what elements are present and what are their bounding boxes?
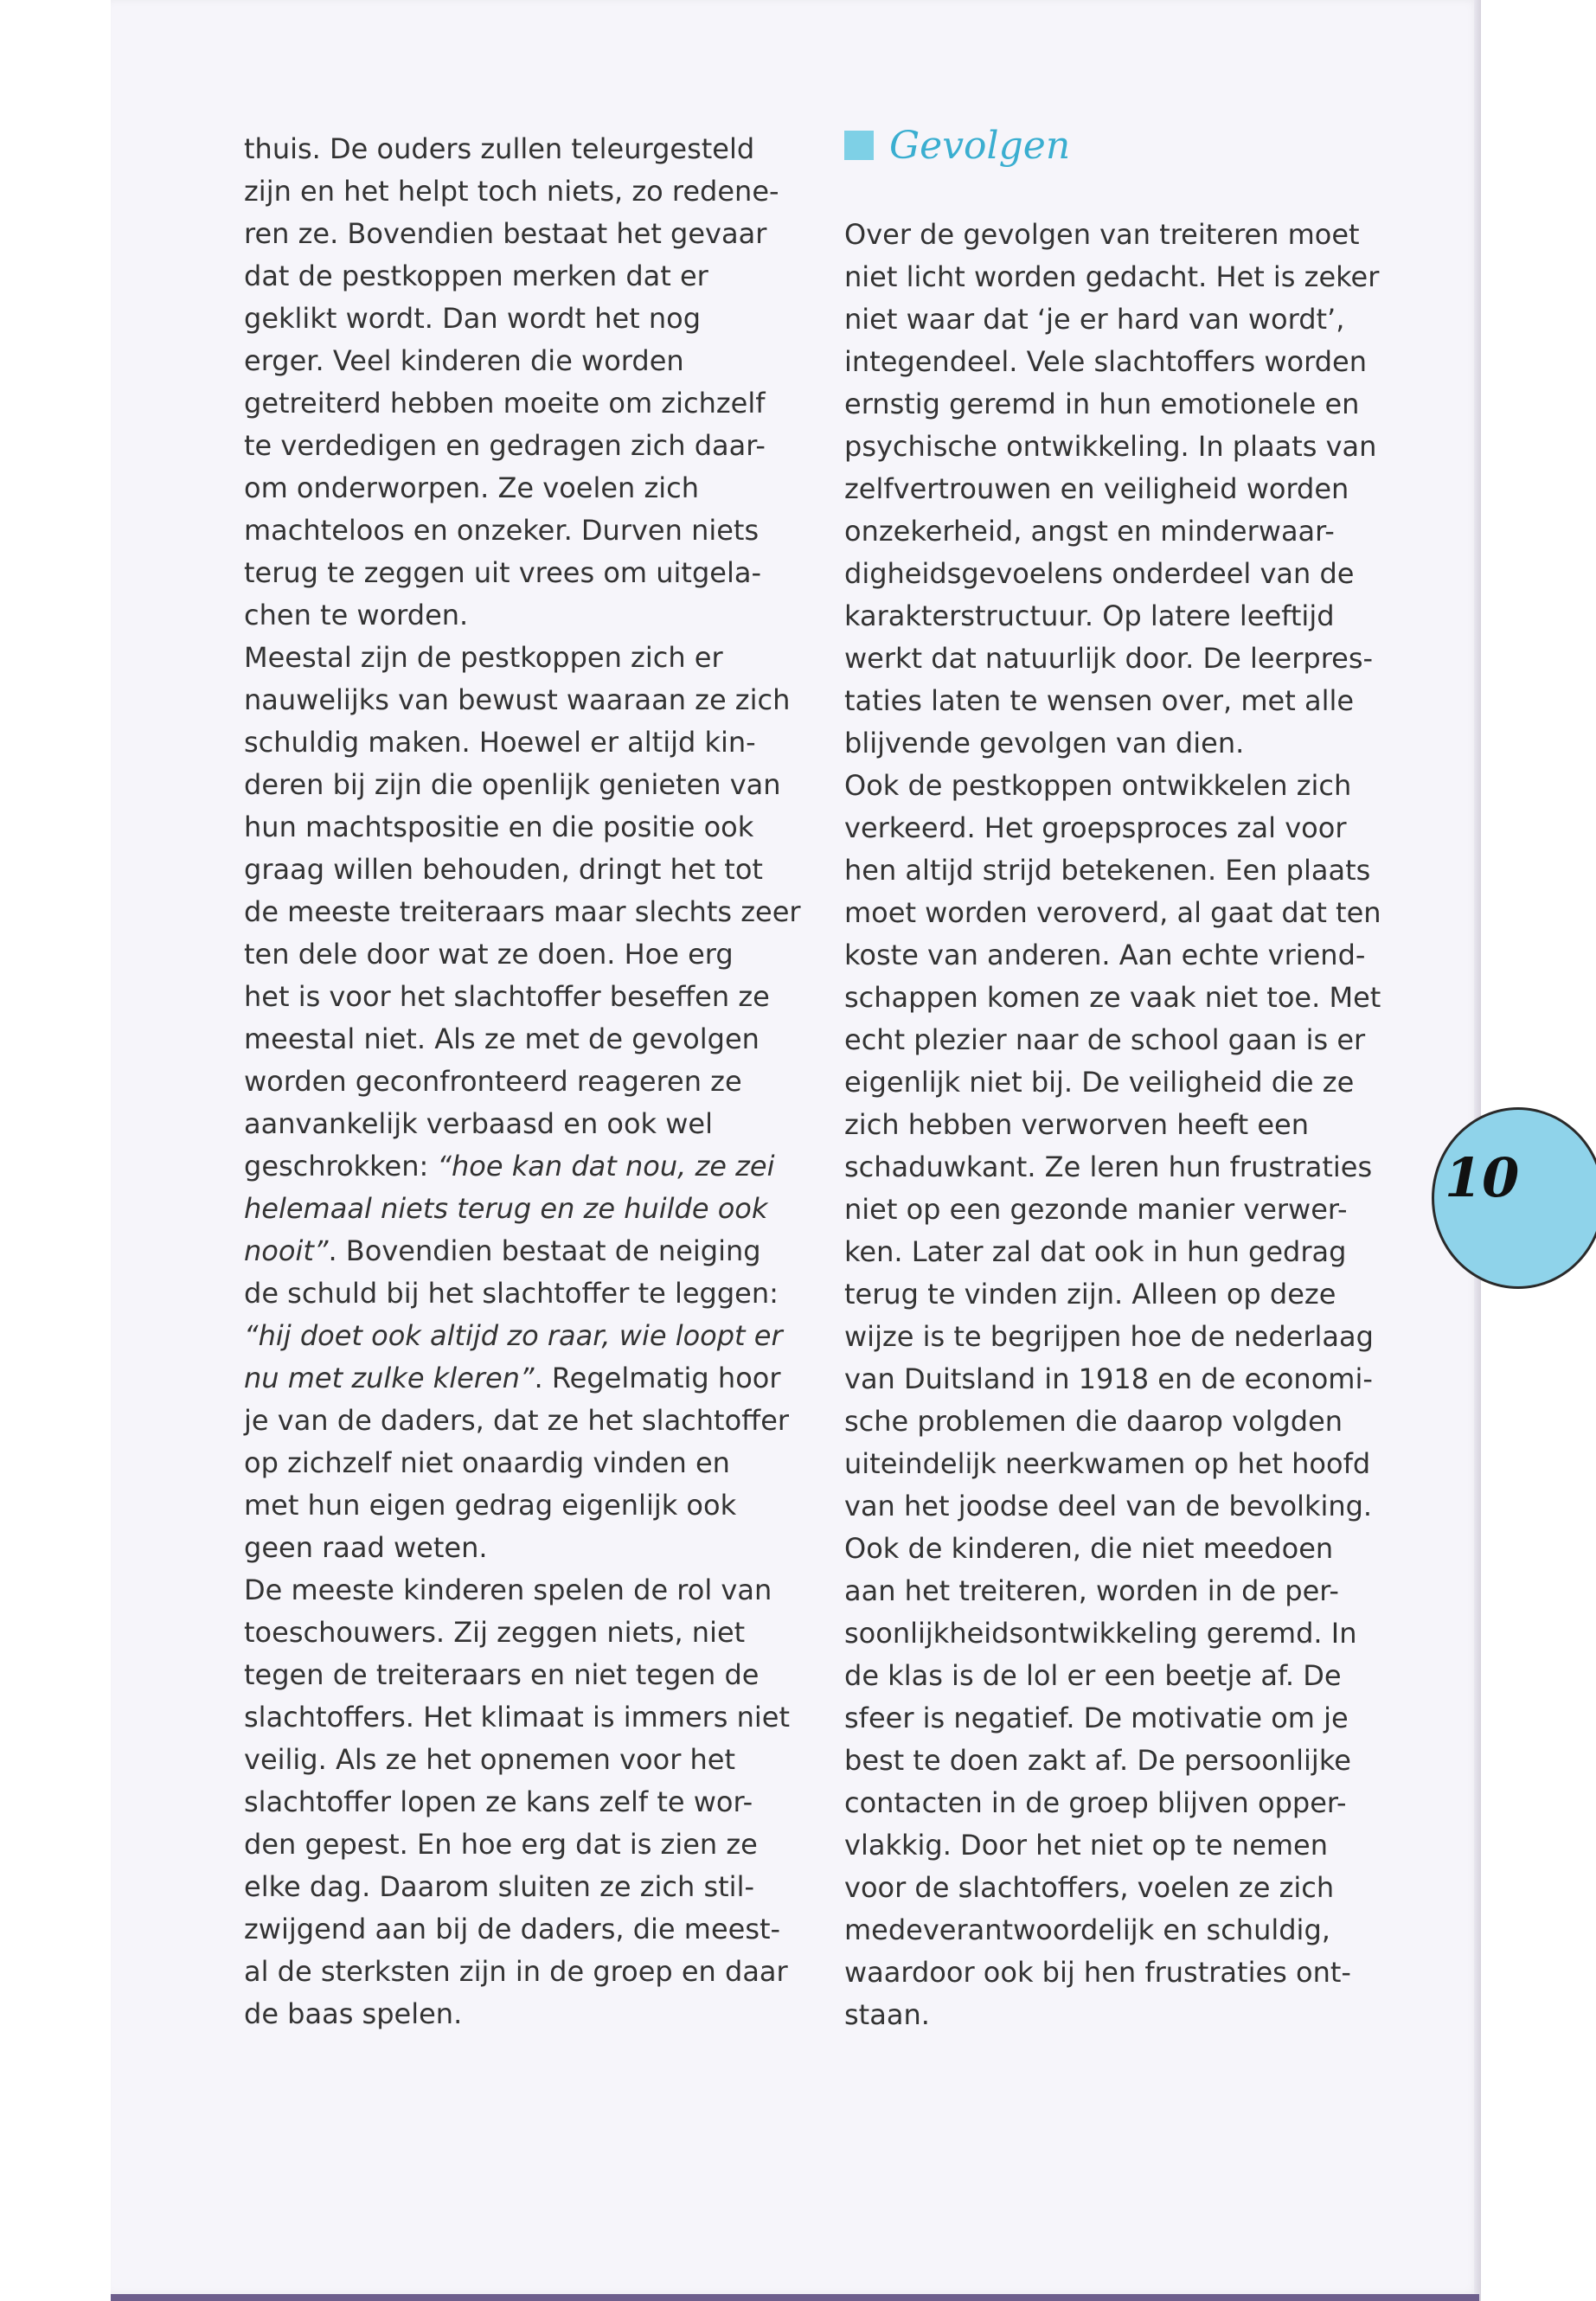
text-line: zelfvertrouwen en veiligheid worden (844, 472, 1349, 505)
text-line: op zichzelf niet onaardig vinden en (244, 1446, 730, 1479)
text-line: geklikt wordt. Dan wordt het nog (244, 302, 702, 335)
text-line: medeverantwoordelijk en schuldig, (844, 1913, 1330, 1946)
text-line: de meeste treiteraars maar slechts zeer (244, 895, 801, 928)
text-line: hen altijd strijd betekenen. Een plaats (844, 854, 1371, 887)
text-line: aan het treiteren, worden in de per- (844, 1574, 1339, 1607)
text-line: om onderworpen. Ze voelen zich (244, 471, 700, 504)
page-bottom-edge (111, 2294, 1479, 2301)
text-line: verkeerd. Het groepsproces zal voor (844, 811, 1347, 844)
italic-quote: “hij doet ook altijd zo raar, wie loopt er (244, 1319, 783, 1352)
left-column (244, 128, 801, 2035)
text-line: zich hebben verworven heeft een (844, 1108, 1309, 1141)
text-line: waardoor ook bij hen frustraties ont- (844, 1956, 1351, 1989)
text-line: taties laten te wensen over, met alle (844, 684, 1355, 717)
right-column (844, 214, 1398, 2036)
text-line: hun machtspositie en die positie ook (244, 811, 754, 843)
page-number: 10 (1445, 1146, 1520, 1209)
italic-quote: nooit” (244, 1234, 329, 1267)
text-line: aanvankelijk verbaasd en ook wel (244, 1107, 713, 1140)
text-line: ten dele door wat ze doen. Hoe erg (244, 938, 734, 971)
text-line: best te doen zakt af. De persoonlijke (844, 1744, 1351, 1777)
text-line: niet waar dat ‘je er hard van wordt’, (844, 303, 1345, 336)
text-line: echt plezier naar de school gaan is er (844, 1023, 1366, 1056)
text-line: wijze is te begrijpen hoe de nederlaag (844, 1320, 1374, 1353)
text-line: slachtoffers. Het klimaat is immers niet (244, 1701, 791, 1734)
text-line: Over de gevolgen van treiteren moet (844, 218, 1360, 251)
italic-quote: nu met zulke kleren” (244, 1362, 535, 1394)
text-line: machteloos en onzeker. Durven niets (244, 514, 760, 547)
text-line: schaduwkant. Ze leren hun frustraties (844, 1150, 1373, 1183)
text-line (244, 1145, 798, 1188)
text-line: je van de daders, dat ze het slachtoffer (244, 1404, 790, 1437)
italic-quote: “hoe kan dat nou, ze zei (437, 1150, 775, 1183)
text-line: Meestal zijn de pestkoppen zich er (244, 641, 723, 674)
text-line: het is voor het slachtoffer beseffen ze (244, 980, 770, 1013)
text-line: staan. (844, 1998, 930, 2031)
text-line: van het joodse deel van de bevolking. (844, 1490, 1373, 1522)
text-line: werkt dat natuurlijk door. De leerpres- (844, 642, 1374, 675)
text-span: geschrokken: (244, 1150, 438, 1183)
text-line: integendeel. Vele slachtoffers worden (844, 345, 1367, 378)
text-line: de schuld bij het slachtoffer te leggen: (244, 1277, 779, 1310)
section-heading (844, 121, 1070, 170)
text-line: zijn en het helpt toch niets, zo redene- (244, 175, 779, 208)
text-line: elke dag. Daarom sluiten ze zich stil- (244, 1870, 754, 1903)
text-line: ken. Later zal dat ook in hun gedrag (844, 1235, 1347, 1268)
text-line: voor de slachtoffers, voelen ze zich (844, 1871, 1335, 1904)
text-line (244, 1230, 798, 1272)
text-line: toeschouwers. Zij zeggen niets, niet (244, 1616, 746, 1649)
text-line: psychische ontwikkeling. In plaats van (844, 430, 1377, 463)
text-line: niet licht worden gedacht. Het is zeker (844, 260, 1380, 293)
text-line: terug te vinden zijn. Alleen op deze (844, 1278, 1336, 1311)
text-line: koste van anderen. Aan echte vriend- (844, 939, 1366, 971)
text-line: contacten in de groep blijven opper- (844, 1786, 1347, 1819)
text-line (244, 1315, 798, 1357)
text-line: chen te worden. (244, 599, 469, 631)
text-line: geen raad weten. (244, 1531, 488, 1564)
text-line: sche problemen die daarop volgden (844, 1405, 1343, 1438)
text-line: den gepest. En hoe erg dat is zien ze (244, 1828, 758, 1861)
text-line: zwijgend aan bij de daders, die meest- (244, 1913, 781, 1945)
text-line: dat de pestkoppen merken dat er (244, 260, 708, 292)
section-title: Gevolgen (889, 123, 1071, 168)
text-line: sfeer is negatief. De motivatie om je (844, 1702, 1349, 1734)
text-line: van Duitsland in 1918 en de economi- (844, 1362, 1373, 1395)
text-span: . Regelmatig hoor (534, 1362, 781, 1394)
text-line: deren bij zijn die openlijk genieten van (244, 768, 781, 801)
text-line: onzekerheid, angst en minderwaar- (844, 515, 1335, 548)
text-line: al de sterksten zijn in de groep en daar (244, 1955, 788, 1988)
text-line: terug te zeggen uit vrees om uitgela- (244, 556, 761, 589)
text-line: te verdedigen en gedragen zich daar- (244, 429, 766, 462)
text-line: eigenlijk niet bij. De veiligheid die ze (844, 1066, 1355, 1099)
text-line: getreiterd hebben moeite om zichzelf (244, 387, 766, 420)
text-line: de klas is de lol er een beetje af. De (844, 1659, 1342, 1692)
text-line: niet op een gezonde manier verwer- (844, 1193, 1348, 1226)
text-line: Ook de pestkoppen ontwikkelen zich (844, 769, 1352, 802)
text-line: moet worden veroverd, al gaat dat ten (844, 896, 1381, 929)
text-span: . Bovendien bestaat de neiging (328, 1234, 761, 1267)
heading-square-icon (844, 131, 874, 160)
text-line: worden geconfronteerd reageren ze (244, 1065, 742, 1098)
text-line: schuldig maken. Hoewel er altijd kin- (244, 726, 756, 759)
text-line: uiteindelijk neerkwamen op het hoofd (844, 1447, 1371, 1480)
text-line: tegen de treiteraars en niet tegen de (244, 1658, 760, 1691)
text-line: meestal niet. Als ze met de gevolgen (244, 1022, 760, 1055)
text-line: graag willen behouden, dringt het tot (244, 853, 763, 886)
text-line: schappen komen ze vaak niet toe. Met (844, 981, 1381, 1014)
text-line: vlakkig. Door het niet op te nemen (844, 1829, 1329, 1862)
text-line: De meeste kinderen spelen de rol van (244, 1574, 772, 1606)
italic-quote: helemaal niets terug en ze huilde ook (244, 1192, 768, 1225)
text-line: erger. Veel kinderen die worden (244, 344, 684, 377)
text-line: veilig. Als ze het opnemen voor het (244, 1743, 736, 1776)
text-line: de baas spelen. (244, 1997, 463, 2030)
text-line: nauwelijks van bewust waaraan ze zich (244, 683, 791, 716)
text-line: soonlijkheidsontwikkeling geremd. In (844, 1617, 1357, 1650)
text-line (244, 1357, 798, 1400)
text-line: digheidsgevoelens onderdeel van de (844, 557, 1355, 590)
text-line: blijvende gevolgen van dien. (844, 727, 1245, 760)
text-line: thuis. De ouders zullen teleurgesteld (244, 132, 755, 165)
text-line (244, 1188, 798, 1230)
text-line: ren ze. Bovendien bestaat het gevaar (244, 217, 767, 250)
text-line: slachtoffer lopen ze kans zelf te wor- (244, 1785, 753, 1818)
text-line: Ook de kinderen, die niet meedoen (844, 1532, 1334, 1565)
text-line: ernstig geremd in hun emotionele en (844, 388, 1360, 420)
text-line: met hun eigen gedrag eigenlijk ook (244, 1489, 737, 1522)
text-line: karakterstructuur. Op latere leeftijd (844, 599, 1335, 632)
